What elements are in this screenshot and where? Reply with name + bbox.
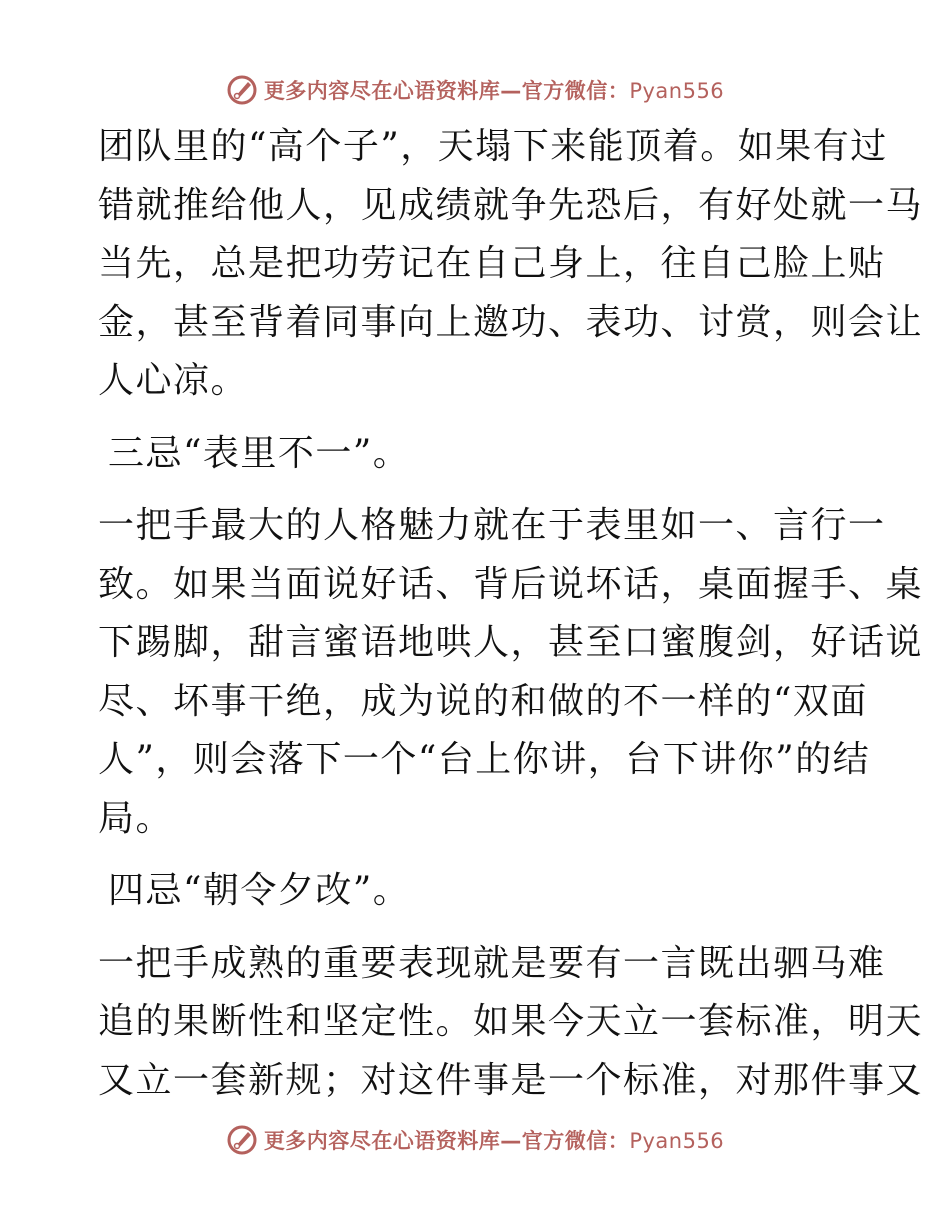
- footer-banner: [0, 1120, 950, 1160]
- document-body: [98, 118, 924, 1124]
- text-line: 下踢脚，甜言蜜语地哄人，甚至口蜜腹剑，好话说: [98, 622, 924, 663]
- banner-wechat-id: Pyan556: [629, 79, 725, 103]
- text-line: 致。如果当面说好话、背后说坏话，桌面握手、桌: [98, 563, 924, 605]
- banner-text: [264, 1125, 724, 1155]
- text-line: 又立一套新规；对这件事是一个标准，对那件事又: [98, 1059, 924, 1101]
- text-line: 局。: [98, 797, 174, 839]
- text-line: 团队里的“高个子”，天塌下来能顶着。如果有过: [98, 126, 888, 167]
- red-quill-circle-icon: [226, 1124, 258, 1156]
- text-line: 一把手最大的人格魅力就在于表里如一、言行一: [98, 505, 886, 546]
- text-line: 追的果断性和坚定性。如果今天立一套标准，明天: [98, 1001, 924, 1042]
- banner-text: [264, 75, 724, 105]
- paragraph-body: [98, 497, 924, 848]
- text-line: 金，甚至背着同事向上邀功、表功、讨赏，则会让: [98, 301, 924, 343]
- paragraph-body: [98, 935, 924, 1111]
- red-quill-circle-icon: [226, 74, 258, 106]
- text-line: 人心凉。: [98, 360, 249, 401]
- banner-text-cn: 更多内容尽在心语资料库—官方微信：: [263, 79, 630, 103]
- section-heading: 四忌“朝令夕改”。: [108, 870, 411, 911]
- text-line: 人”，则会落下一个“台上你讲，台下讲你”的结: [98, 739, 871, 780]
- section-heading: 三忌“表里不一”。: [108, 432, 411, 474]
- paragraph-body: [98, 118, 924, 411]
- banner-text-cn: 更多内容尽在心语资料库—官方微信：: [263, 1129, 630, 1153]
- banner-wechat-id: Pyan556: [629, 1129, 725, 1153]
- text-line: 错就推给他人，见成绩就争先恐后，有好处就一马: [98, 184, 924, 226]
- text-line: 尽、坏事干绝，成为说的和做的不一样的“双面: [98, 680, 868, 722]
- text-line: 当先，总是把功劳记在自己身上，往自己脸上贴: [98, 243, 886, 284]
- header-banner: [0, 70, 950, 110]
- text-line: 一把手成熟的重要表现就是要有一言既出驷马难: [98, 942, 886, 984]
